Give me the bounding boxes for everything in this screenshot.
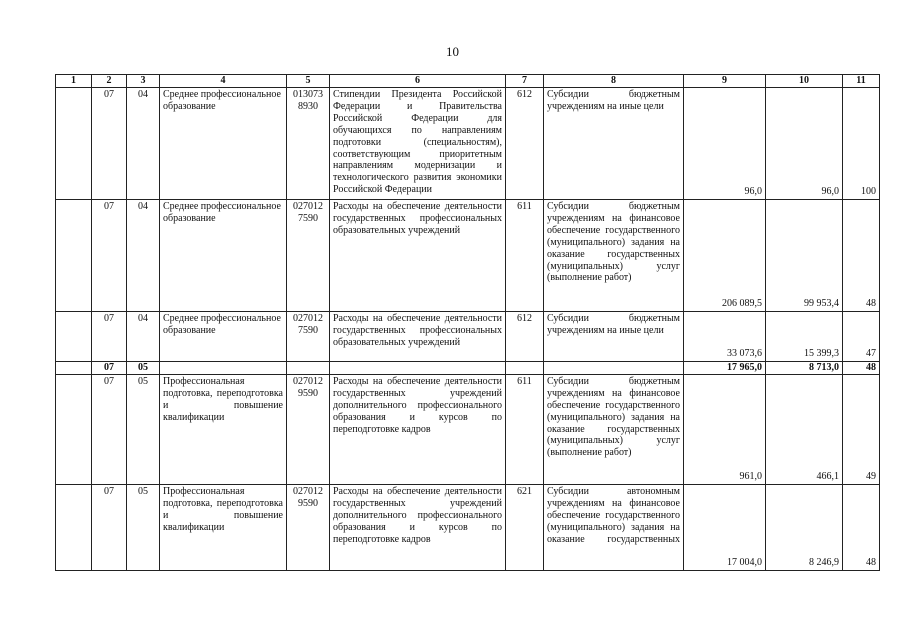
cell-section-name: Среднее профессиональное образование: [160, 312, 287, 362]
cell-percent: 47: [843, 312, 880, 362]
cell-percent: 48: [843, 484, 880, 570]
cell-target-code: 013073 8930: [287, 88, 330, 200]
cell-subsection: 04: [127, 88, 160, 200]
cell-subsection: 04: [127, 200, 160, 312]
cell-plan: 96,0: [684, 88, 766, 200]
cell-subsection: 04: [127, 312, 160, 362]
table-row: [56, 484, 880, 570]
column-header: 6: [330, 75, 506, 88]
cell-col1: [56, 200, 92, 312]
cell-expense-name: Субсидии бюджетным учреждениям на иные цели: [544, 312, 684, 362]
cell-target-name: Расходы на обеспечение деятельности государственных профессиональных образовательных учреждений: [330, 312, 506, 362]
table-row-subtotal: [56, 362, 880, 375]
cell-plan: 206 089,5: [684, 200, 766, 312]
cell-subsection: 05: [127, 484, 160, 570]
column-header: 5: [287, 75, 330, 88]
cell-col1: [56, 362, 92, 375]
cell-percent: 49: [843, 374, 880, 484]
cell-section-name: Профессиональная подготовка, переподготовка и повышение квалификации: [160, 374, 287, 484]
header-row: [56, 75, 880, 88]
cell-target-name: Стипендии Президента Российской Федерации и Правительства Российской Федерации для обучающихся по направлениям подготовки (специальностям), соответствующим приоритетным направлениям модернизации и технологического развития экономики Российской Федерации: [330, 88, 506, 200]
column-header: 11: [843, 75, 880, 88]
column-header: 1: [56, 75, 92, 88]
column-header: 7: [506, 75, 544, 88]
budget-table: [55, 74, 880, 571]
cell-section: 07: [92, 374, 127, 484]
cell-target-code: 027012 9590: [287, 374, 330, 484]
cell-plan: 33 073,6: [684, 312, 766, 362]
cell-section-name: Профессиональная подготовка, переподготовка и повышение квалификации: [160, 484, 287, 570]
cell-section: 07: [92, 312, 127, 362]
column-header: 9: [684, 75, 766, 88]
table-row: [56, 88, 880, 200]
cell-expense-name: Субсидии бюджетным учреждениям на финансовое обеспечение государственного (муниципального) задания на оказание государственных (муниципальных) услуг (выполнение работ): [544, 374, 684, 484]
cell-target-code: [287, 362, 330, 375]
cell-percent: 48: [843, 200, 880, 312]
cell-percent: 100: [843, 88, 880, 200]
column-header: 4: [160, 75, 287, 88]
table-row: [56, 312, 880, 362]
cell-subsection: 05: [127, 374, 160, 484]
cell-target-code: 027012 7590: [287, 200, 330, 312]
cell-col1: [56, 484, 92, 570]
cell-section-name: Среднее профессиональное образование: [160, 200, 287, 312]
cell-actual: 99 953,4: [766, 200, 843, 312]
cell-section: 07: [92, 484, 127, 570]
cell-plan: 961,0: [684, 374, 766, 484]
cell-section: 07: [92, 200, 127, 312]
table-row: [56, 374, 880, 484]
column-header: 10: [766, 75, 843, 88]
cell-subsection: 05: [127, 362, 160, 375]
cell-target-name: Расходы на обеспечение деятельности государственных учреждений дополнительного профессионального образования и курсов по переподготовке кадров: [330, 484, 506, 570]
cell-actual: 466,1: [766, 374, 843, 484]
cell-target-name: Расходы на обеспечение деятельности государственных профессиональных образовательных учреждений: [330, 200, 506, 312]
cell-expense-type: 612: [506, 312, 544, 362]
cell-section-name: Среднее профессиональное образование: [160, 88, 287, 200]
cell-section-name: [160, 362, 287, 375]
cell-section: 07: [92, 88, 127, 200]
cell-actual: 8 246,9: [766, 484, 843, 570]
cell-col1: [56, 312, 92, 362]
column-header: 2: [92, 75, 127, 88]
cell-expense-type: [506, 362, 544, 375]
cell-plan: 17 965,0: [684, 362, 766, 375]
cell-col1: [56, 374, 92, 484]
cell-expense-name: Субсидии бюджетным учреждениям на иные цели: [544, 88, 684, 200]
table-row: [56, 200, 880, 312]
cell-percent: 48: [843, 362, 880, 375]
cell-actual: 8 713,0: [766, 362, 843, 375]
cell-expense-name: Субсидии автономным учреждениям на финансовое обеспечение государственного (муниципального) задания на оказание государственных: [544, 484, 684, 570]
cell-expense-type: 611: [506, 374, 544, 484]
cell-target-code: 027012 7590: [287, 312, 330, 362]
cell-plan: 17 004,0: [684, 484, 766, 570]
column-header: 8: [544, 75, 684, 88]
cell-expense-name: [544, 362, 684, 375]
cell-actual: 15 399,3: [766, 312, 843, 362]
cell-section: 07: [92, 362, 127, 375]
cell-expense-name: Субсидии бюджетным учреждениям на финансовое обеспечение государственного (муниципального) задания на оказание государственных (муниципальных) услуг (выполнение работ): [544, 200, 684, 312]
cell-target-name: Расходы на обеспечение деятельности государственных учреждений дополнительного профессионального образования и курсов по переподготовке кадров: [330, 374, 506, 484]
cell-actual: 96,0: [766, 88, 843, 200]
cell-expense-type: 612: [506, 88, 544, 200]
cell-target-code: 027012 9590: [287, 484, 330, 570]
cell-target-name: [330, 362, 506, 375]
cell-col1: [56, 88, 92, 200]
page-number: 10: [446, 44, 459, 59]
cell-expense-type: 611: [506, 200, 544, 312]
column-header: 3: [127, 75, 160, 88]
cell-expense-type: 621: [506, 484, 544, 570]
